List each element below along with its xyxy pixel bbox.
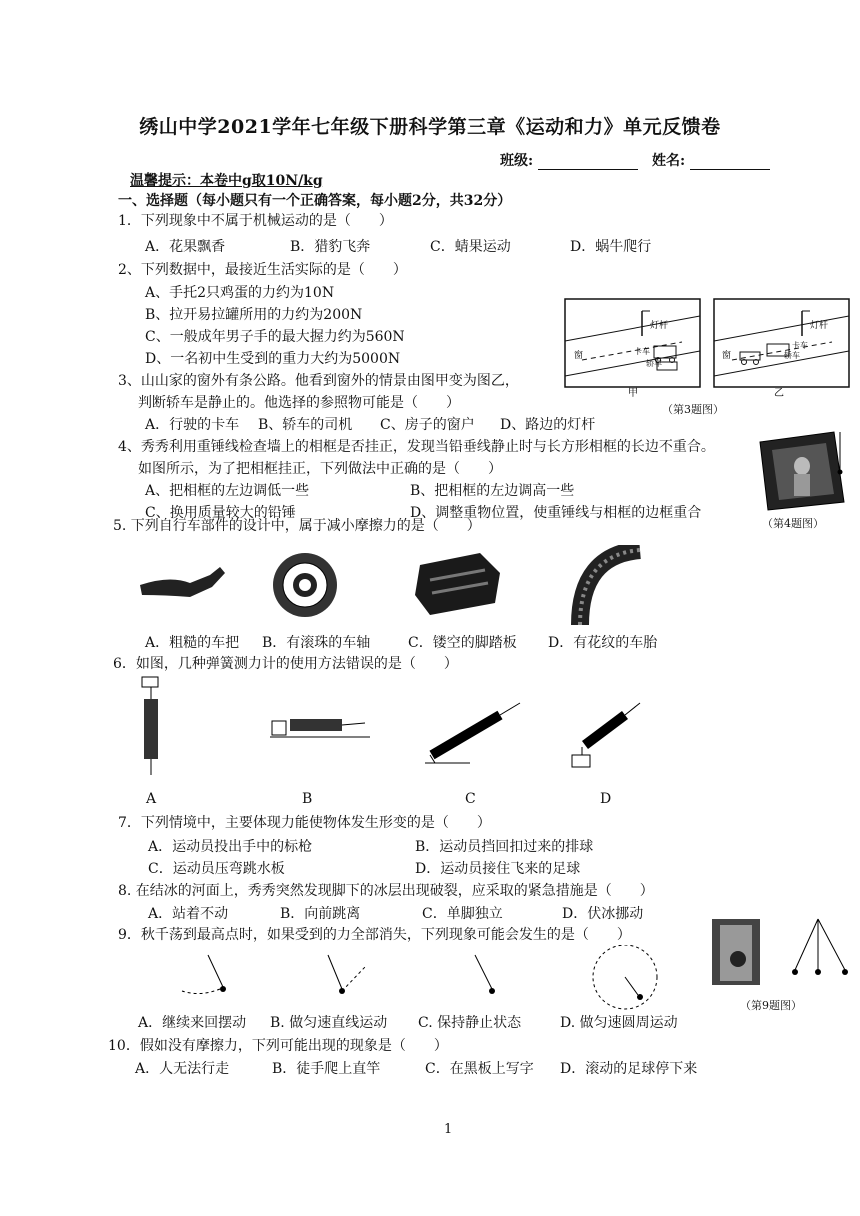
q8-option-c[interactable]: C．单脚独立 bbox=[422, 906, 503, 922]
q5-bike-parts bbox=[130, 545, 730, 630]
q1-option-b[interactable]: B．猎豹飞奔 bbox=[290, 239, 371, 255]
class-label: 班级: bbox=[500, 153, 534, 169]
page-title: 绣山中学2021学年七年级下册科学第三章《运动和力》单元反馈卷 bbox=[139, 116, 721, 138]
q2-option-c[interactable]: C、一般成年男子手的最大握力约为560N bbox=[145, 329, 405, 345]
q4-photo-frame-illustration bbox=[752, 430, 852, 512]
q3-car-left: 轿车 bbox=[646, 359, 662, 368]
q3-option-d[interactable]: D、路边的灯杆 bbox=[500, 417, 596, 433]
q9-swing-diagrams bbox=[170, 945, 670, 1010]
q1-stem: 1．下列现象中不属于机械运动的是（ ） bbox=[118, 213, 393, 229]
q10-option-b[interactable]: B．徒手爬上直竿 bbox=[272, 1061, 381, 1077]
q5-figures bbox=[130, 545, 730, 630]
class-field[interactable] bbox=[500, 150, 638, 170]
q4-option-c[interactable]: C、换用质量较大的铅锤 bbox=[145, 505, 296, 521]
q3-panel-left bbox=[565, 299, 700, 387]
swing-option-b bbox=[328, 955, 365, 994]
pedal-image bbox=[415, 553, 500, 615]
q3-truck-right: 卡车 bbox=[792, 341, 808, 350]
q9-stem: 9．秋千荡到最高点时，如果受到的力全部消失，下列现象可能会发生的是（ ） bbox=[118, 927, 631, 943]
q3-lamp-left: 灯杆 bbox=[650, 321, 669, 331]
q9-option-d[interactable]: D. 做匀速圆周运动 bbox=[560, 1015, 678, 1031]
q2-stem: 2、下列数据中，最接近生活实际的是（ ） bbox=[118, 262, 407, 278]
q3-figure bbox=[562, 296, 852, 426]
q6-option-a[interactable]: A bbox=[146, 791, 157, 807]
q6-figures bbox=[130, 675, 650, 785]
q10-option-d[interactable]: D．滚动的足球停下来 bbox=[560, 1061, 698, 1077]
q4-caption: （第4题图） bbox=[762, 517, 824, 530]
scale-d-image bbox=[572, 703, 640, 767]
tip: 温馨提示：本卷中g取10N/kg bbox=[130, 173, 323, 189]
q5-option-b[interactable]: B．有滚珠的车轴 bbox=[262, 635, 371, 651]
q3-car-right: 轿车 bbox=[784, 351, 800, 360]
scale-a-image bbox=[142, 677, 158, 775]
swing-option-a bbox=[182, 955, 226, 994]
q3-option-c[interactable]: C、房子的窗户 bbox=[380, 417, 475, 433]
q10-stem: 10．假如没有摩擦力，下列可能出现的现象是（ ） bbox=[108, 1038, 448, 1054]
q9-option-a[interactable]: A．继续来回摆动 bbox=[138, 1015, 247, 1031]
name-field[interactable] bbox=[652, 150, 770, 170]
q1-option-c[interactable]: C．蜻果运动 bbox=[430, 239, 511, 255]
q5-stem: 5. 下列自行车部件的设计中，属于减小摩擦力的是（ ） bbox=[113, 518, 481, 534]
q8-option-d[interactable]: D．伏冰挪动 bbox=[562, 906, 644, 922]
q6-option-d[interactable]: D bbox=[600, 791, 612, 807]
q9-swing-illustration bbox=[710, 915, 855, 990]
q3-window-left: 窗 bbox=[574, 351, 584, 361]
q6-option-b[interactable]: B bbox=[302, 791, 313, 807]
q9-caption: （第9题图） bbox=[740, 999, 802, 1012]
tire-image bbox=[580, 550, 640, 625]
name-blank[interactable] bbox=[690, 155, 770, 170]
q3-stem: 3、山山家的窗外有条公路。他看到窗外的情景由图甲变为图乙， bbox=[118, 373, 519, 389]
q1-option-d[interactable]: D．蜗牛爬行 bbox=[570, 239, 652, 255]
q1-option-a[interactable]: A．花果飘香 bbox=[145, 239, 226, 255]
q2-option-b[interactable]: B、拉开易拉罐所用的力约为200N bbox=[145, 307, 363, 323]
q4-option-a[interactable]: A、把相框的左边调低一些 bbox=[145, 483, 310, 499]
page-number: 1 bbox=[444, 1122, 453, 1137]
q7-option-a[interactable]: A．运动员投出手中的标枪 bbox=[148, 839, 313, 855]
q9-figure bbox=[710, 915, 855, 1020]
q5-option-c[interactable]: C．镂空的脚踏板 bbox=[408, 635, 517, 651]
swing-option-d bbox=[593, 945, 657, 1009]
q4-stem: 4、秀秀利用重锤线检查墙上的相框是否挂正，发现当铅垂线静止时与长方形相框的长边不重合。 bbox=[118, 439, 715, 455]
q7-stem: 7．下列情境中，主要体现力能使物体发生形变的是（ ） bbox=[118, 815, 491, 831]
q3-label-left: 甲 bbox=[628, 388, 638, 399]
q2-option-d[interactable]: D、一名初中生受到的重力大约为5000N bbox=[145, 351, 401, 367]
class-blank[interactable] bbox=[538, 155, 638, 170]
q10-option-c[interactable]: C．在黑板上写字 bbox=[425, 1061, 534, 1077]
q3-option-a[interactable]: A．行驶的卡车 bbox=[145, 417, 240, 433]
section-heading: 一、选择题（每小题只有一个正确答案，每小题2分，共32分） bbox=[118, 193, 512, 209]
swing-option-c bbox=[475, 955, 495, 994]
q9-figures bbox=[170, 945, 670, 1010]
q3-lamp-right: 灯杆 bbox=[810, 321, 829, 331]
q8-option-a[interactable]: A．站着不动 bbox=[148, 906, 229, 922]
q3-truck-left: 卡车 bbox=[634, 347, 650, 356]
q5-option-a[interactable]: A．粗糙的车把 bbox=[145, 635, 240, 651]
q4-figure bbox=[752, 430, 852, 530]
q5-option-d[interactable]: D．有花纹的车胎 bbox=[548, 635, 658, 651]
bearing-image bbox=[273, 553, 337, 617]
q7-option-b[interactable]: B．运动员挡回扣过来的排球 bbox=[415, 839, 594, 855]
q3-window-right: 窗 bbox=[722, 351, 732, 361]
q6-spring-scales bbox=[130, 675, 650, 785]
q3-label-right: 乙 bbox=[774, 388, 784, 399]
q2-option-a[interactable]: A、手托2只鸡蛋的力约为10N bbox=[145, 285, 335, 301]
name-label: 姓名: bbox=[652, 153, 686, 169]
q3-option-b[interactable]: B、轿车的司机 bbox=[258, 417, 353, 433]
q6-stem: 6．如图，几种弹簧测力计的使用方法错误的是（ ） bbox=[113, 656, 458, 672]
q9-option-c[interactable]: C. 保持静止状态 bbox=[418, 1015, 522, 1031]
q10-option-a[interactable]: A．人无法行走 bbox=[135, 1061, 230, 1077]
q4-option-d[interactable]: D、调整重物位置，使重锤线与相框的边框重合 bbox=[410, 505, 702, 521]
scale-c-image bbox=[425, 703, 520, 763]
q7-option-d[interactable]: D．运动员接住飞来的足球 bbox=[415, 861, 581, 877]
q3-panel-right bbox=[714, 299, 849, 387]
q9-option-b[interactable]: B. 做匀速直线运动 bbox=[270, 1015, 388, 1031]
q6-option-c[interactable]: C bbox=[465, 791, 476, 807]
q4-stem-2: 如图所示，为了把相框挂正，下列做法中正确的是（ ） bbox=[138, 461, 502, 477]
q4-option-b[interactable]: B、把相框的左边调高一些 bbox=[410, 483, 575, 499]
q8-stem: 8. 在结冰的河面上，秀秀突然发现脚下的冰层出现破裂，应采取的紧急措施是（ ） bbox=[118, 883, 654, 899]
q8-option-b[interactable]: B．向前跳离 bbox=[280, 906, 361, 922]
q7-option-c[interactable]: C．运动员压弯跳水板 bbox=[148, 861, 285, 877]
q3-stem-2: 判断轿车是静止的。他选择的参照物可能是（ ） bbox=[138, 395, 460, 411]
scale-b-image bbox=[270, 719, 370, 737]
handlebar-image bbox=[140, 567, 225, 597]
q3-caption: （第3题图） bbox=[662, 403, 724, 416]
